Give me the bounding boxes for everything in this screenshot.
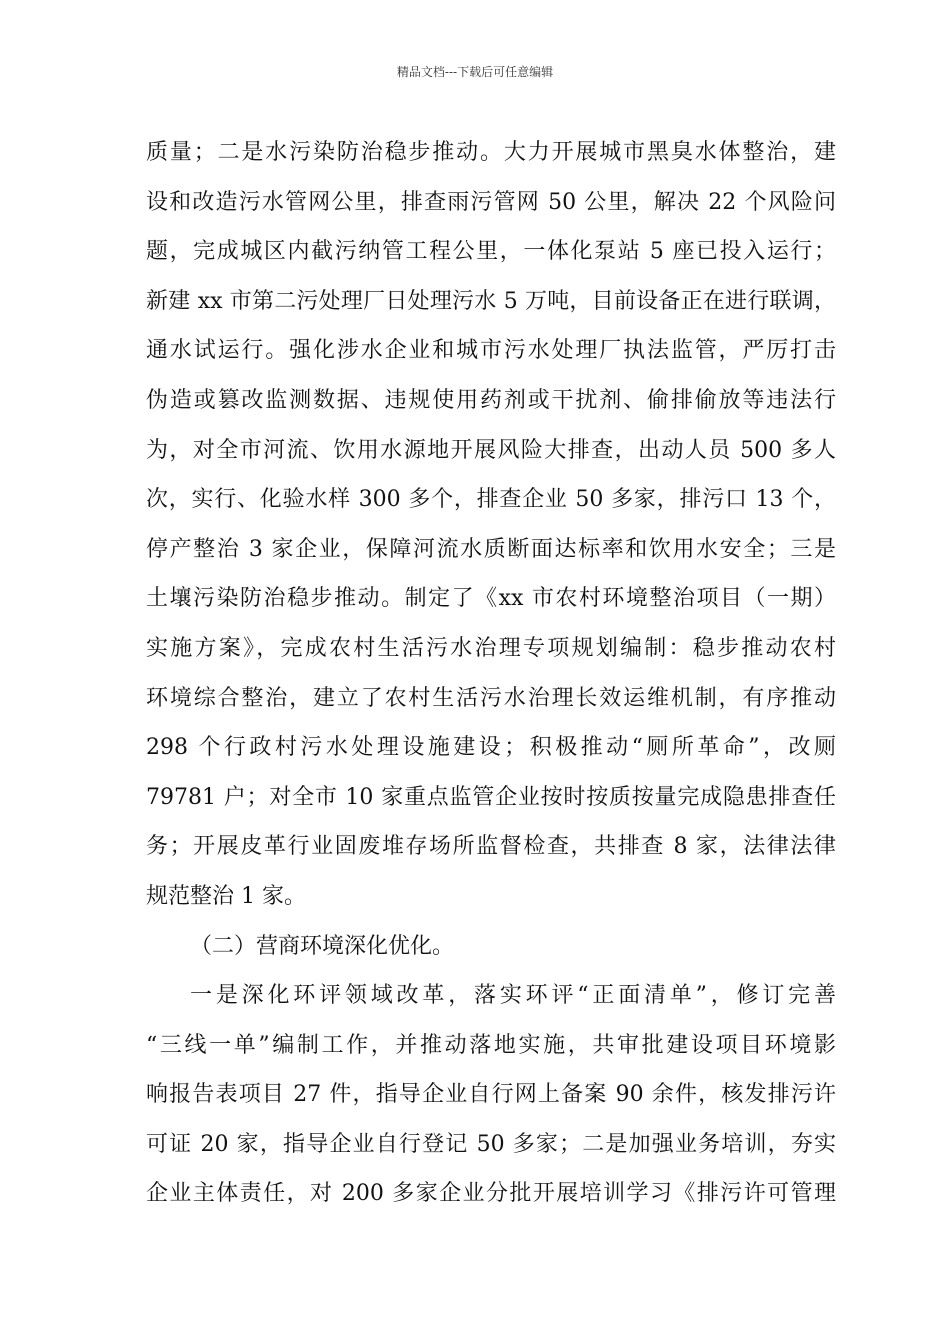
text-line-last: 规范整治 1 家。 xyxy=(146,883,306,909)
text-line: 79781 户；对全市 10 家重点监管企业按时按质按量完成隐患排查任 xyxy=(146,784,836,810)
text-line: 设和改造污水管网公里，排查雨污管网 50 公里，解决 22 个风险问 xyxy=(146,189,836,215)
text-line: “三线一单”编制工作，并推动落地实施，共审批建设项目环境影 xyxy=(146,1032,836,1058)
document-body xyxy=(146,133,836,1224)
text-line: 响报告表项目 27 件，指导企业自行网上备案 90 余件，核发排污许 xyxy=(146,1082,836,1108)
text-line: 可证 20 家，指导企业自行登记 50 多家；二是加强业务培训，夯实 xyxy=(146,1131,836,1157)
paragraph-first-line: 一是深化环评领域改革，落实环评“正面清单”，修订完善 xyxy=(190,983,836,1009)
text-line: 实施方案》，完成农村生活污水治理专项规划编制：稳步推动农村 xyxy=(146,635,836,661)
text-line: 停产整治 3 家企业，保障河流水质断面达标率和饮用水安全；三是 xyxy=(146,536,836,562)
text-line: 题，完成城区内截污纳管工程公里，一体化泵站 5 座已投入运行； xyxy=(146,239,836,265)
text-line: 务；开展皮革行业固废堆存场所监督检查，共排查 8 家，法律法律 xyxy=(146,834,836,860)
text-line: 土壤污染防治稳步推动。制定了《xx 市农村环境整治项目（一期） xyxy=(146,586,836,612)
text-line: 为，对全市河流、饮用水源地开展风险大排查，出动人员 500 多人 xyxy=(146,437,836,463)
text-line: 298 个行政村污水处理设施建设；积极推动“厕所革命”，改厕 xyxy=(146,735,836,761)
text-line: 次，实行、化验水样 300 多个，排查企业 50 多家，排污口 13 个， xyxy=(146,487,836,513)
section-heading: （二）营商环境深化优化。 xyxy=(190,933,455,959)
text-line: 新建 xx 市第二污处理厂日处理污水 5 万吨，目前设备正在进行联调， xyxy=(146,288,836,314)
page-header: 精品文档---下载后可任意编辑 xyxy=(396,65,554,79)
text-line: 环境综合整治，建立了农村生活污水治理长效运维机制，有序推动 xyxy=(146,685,836,711)
text-line: 伪造或篡改监测数据、违规使用药剂或干扰剂、偷排偷放等违法行 xyxy=(146,387,836,413)
text-line: 企业主体责任，对 200 多家企业分批开展培训学习《排污许可管理 xyxy=(146,1181,836,1207)
text-line: 质量；二是水污染防治稳步推动。大力开展城市黑臭水体整治，建 xyxy=(146,140,836,165)
text-line: 通水试运行。强化涉水企业和城市污水处理厂执法监管，严厉打击 xyxy=(146,338,836,364)
